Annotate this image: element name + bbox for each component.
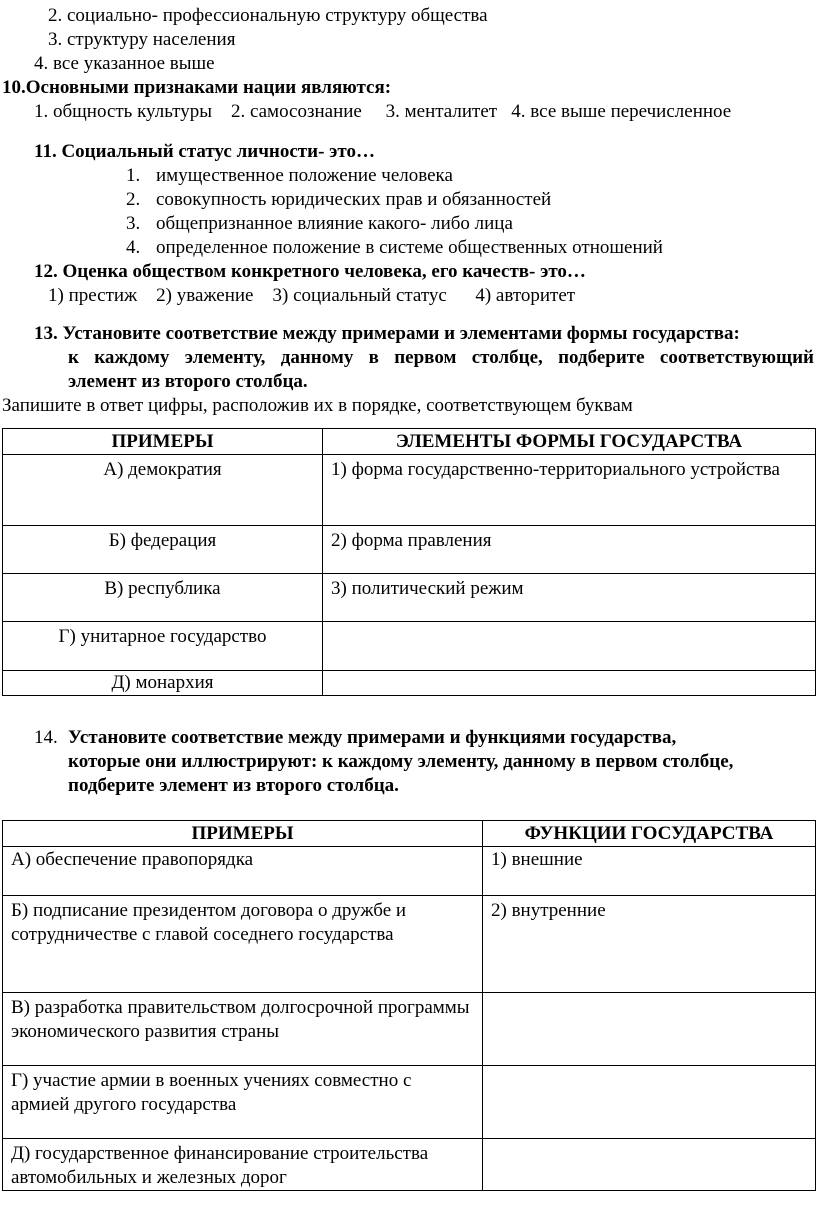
table-row <box>3 622 816 671</box>
q13-line3: элемент из второго столбца. <box>68 371 308 392</box>
q11-item-2: совокупность юридических прав и обязанностей <box>156 189 552 210</box>
q14-table <box>2 820 816 1191</box>
q10-options: 1. общность культуры 2. самосознание 3. менталитет 4. все выше перечисленное <box>34 101 732 122</box>
q14-cell-a: В) разработка правительством долгосрочной программы экономического развития страны <box>3 993 483 1066</box>
q14-table-header <box>3 821 816 847</box>
q14-cell-b <box>483 1139 816 1191</box>
q13-cell-a: А) демократия <box>3 455 323 526</box>
q11-item-3-num: 3. <box>126 213 141 234</box>
q11-item-4-num: 4. <box>126 237 141 258</box>
q13-table-header <box>3 429 816 455</box>
table-row <box>3 1139 816 1191</box>
q12-options: 1) престиж 2) уважение 3) социальный статус 4) авторитет <box>48 285 576 306</box>
table-row <box>3 1066 816 1139</box>
q13-cell-a: В) республика <box>3 574 323 622</box>
q14-line1: Установите соответствие между примерами и функциями государства, <box>68 727 677 748</box>
q12-title: 12. Оценка обществом конкретного человека, его качеств- это… <box>34 261 586 282</box>
table-row <box>3 896 816 993</box>
table-row <box>3 993 816 1066</box>
q14-cell-a: Д) государственное финансирование строительства автомобильных и железных дорог <box>3 1139 483 1191</box>
q14-num: 14. <box>34 727 58 748</box>
q14-cell-a: Б) подписание президентом договора о дружбе и сотрудничестве с главой соседнего государства <box>3 896 483 993</box>
q13-cell-a: Б) федерация <box>3 526 323 574</box>
q9-item-4: 4. все указанное выше <box>34 53 215 74</box>
q13-cell-a: Д) монархия <box>3 671 323 696</box>
q13-header-examples: ПРИМЕРЫ <box>3 429 323 455</box>
q13-cell-b: 3) политический режим <box>323 574 816 622</box>
q14-cell-b <box>483 1066 816 1139</box>
q13-cell-b <box>323 671 816 696</box>
table-row <box>3 526 816 574</box>
q10-title: 10.Основными признаками нации являются: <box>2 77 392 98</box>
q13-instruction: Запишите в ответ цифры, расположив их в порядке, соответствующем буквам <box>2 395 633 416</box>
q13-cell-b: 2) форма правления <box>323 526 816 574</box>
q9-item-3: 3. структуру населения <box>48 29 236 50</box>
q14-cell-b: 2) внутренние <box>483 896 816 993</box>
table-row <box>3 671 816 696</box>
q13-cell-a: Г) унитарное государство <box>3 622 323 671</box>
q13-line2: к каждому элементу, данному в первом столбце, подберите соответствующий <box>68 347 814 368</box>
q11-title: 11. Социальный статус личности- это… <box>34 141 375 162</box>
q13-line1: 13. Установите соответствие между примерами и элементами формы государства: <box>34 323 740 344</box>
q11-item-4: определенное положение в системе общественных отношений <box>156 237 663 258</box>
q13-cell-b <box>323 622 816 671</box>
table-row <box>3 847 816 896</box>
q14-line2: которые они иллюстрируют: к каждому элементу, данному в первом столбце, <box>68 751 734 772</box>
q13-header-elements: ЭЛЕМЕНТЫ ФОРМЫ ГОСУДАРСТВА <box>323 429 816 455</box>
q11-item-1-num: 1. <box>126 165 141 186</box>
q14-cell-a: Г) участие армии в военных учениях совместно с армией другого государства <box>3 1066 483 1139</box>
table-row <box>3 574 816 622</box>
q13-table <box>2 428 816 696</box>
table-row <box>3 455 816 526</box>
q11-item-1: имущественное положение человека <box>156 165 453 186</box>
q11-item-3: общепризнанное влияние какого- либо лица <box>156 213 513 234</box>
q14-cell-b: 1) внешние <box>483 847 816 896</box>
q11-item-2-num: 2. <box>126 189 141 210</box>
q9-item-2: 2. социально- профессиональную структуру общества <box>48 5 488 26</box>
q14-cell-a: А) обеспечение правопорядка <box>3 847 483 896</box>
q14-header-examples: ПРИМЕРЫ <box>3 821 483 847</box>
q14-line3: подберите элемент из второго столбца. <box>68 775 399 796</box>
q14-cell-b <box>483 993 816 1066</box>
q14-header-functions: ФУНКЦИИ ГОСУДАРСТВА <box>483 821 816 847</box>
q13-cell-b: 1) форма государственно-территориального устройства <box>323 455 816 526</box>
